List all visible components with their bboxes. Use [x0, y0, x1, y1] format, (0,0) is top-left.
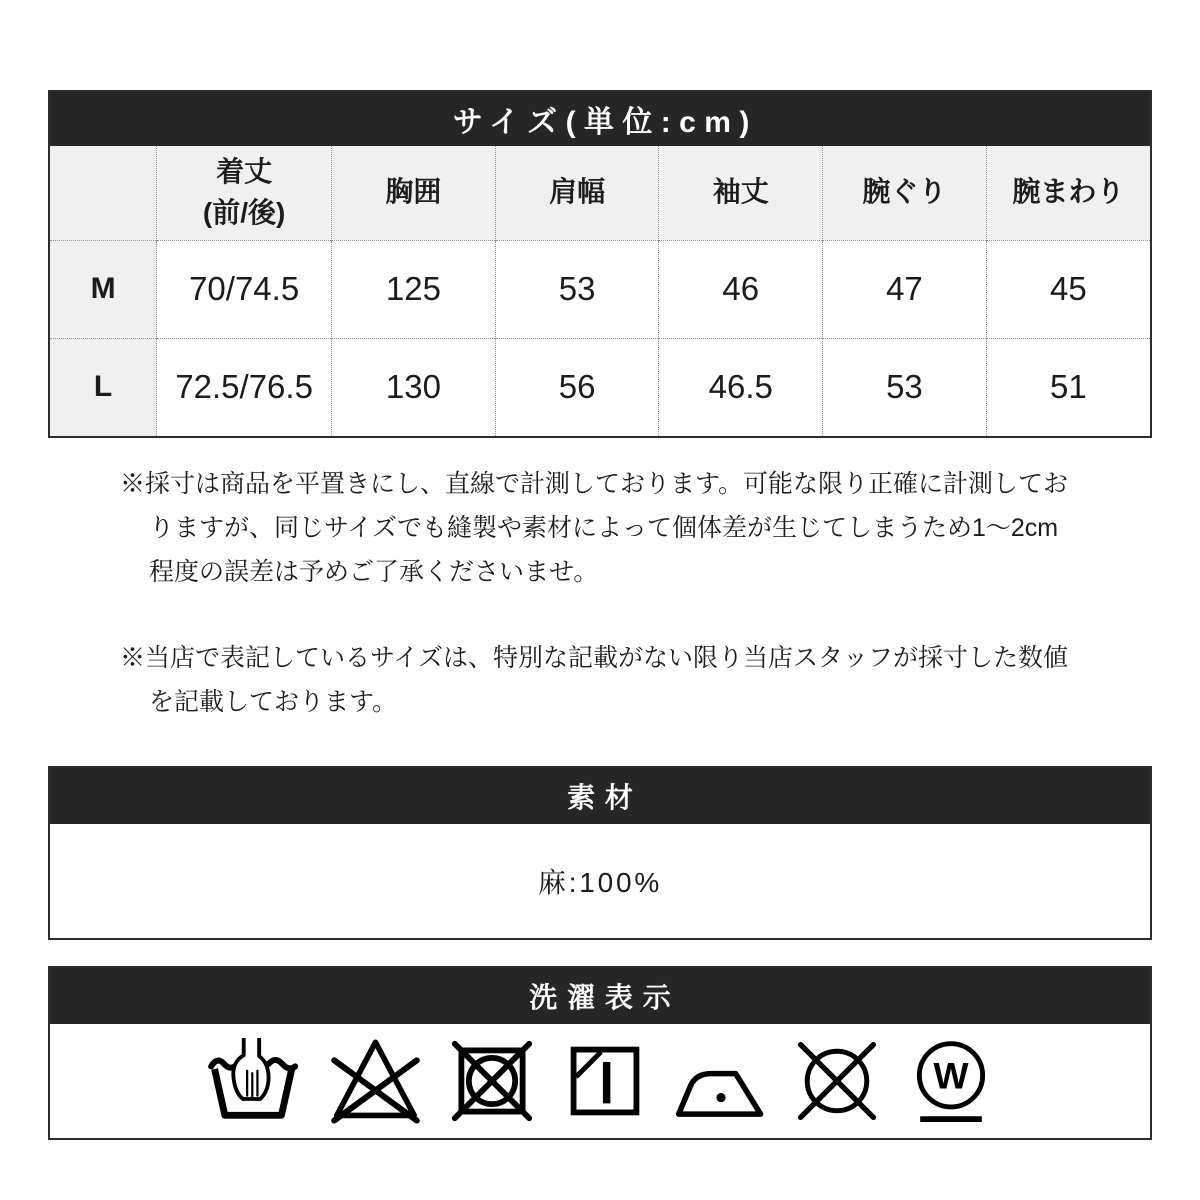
do-not-bleach-icon [329, 1038, 422, 1124]
row-label: M [50, 240, 157, 338]
size-table-header-row [50, 146, 1150, 240]
measurement-notes [48, 438, 1152, 724]
measurement-note-1: ※採寸は商品を平置きにし、直線で計測しております。可能な限り正確に計測しておりますが、同じサイズでも縫製や素材によって個体差が生じてしまうため1〜2cm程度の誤差は予めご了承くださいませ。 [120, 470, 1069, 586]
row-label: L [50, 338, 157, 436]
size-value: 47 [823, 240, 987, 338]
size-value: 130 [332, 338, 496, 436]
corner-cell [50, 146, 157, 240]
table-row-size-m [50, 240, 1150, 338]
material-title-bar [50, 768, 1150, 824]
column-header-label: 着丈 [216, 156, 273, 188]
column-header-chest: 胸囲 [332, 146, 496, 240]
size-value: 72.5/76.5 [157, 338, 332, 436]
hand-wash-icon [206, 1038, 302, 1124]
iron-low-heat-icon [675, 1038, 767, 1124]
material-body [50, 824, 1150, 938]
size-value: 51 [986, 338, 1150, 436]
size-title-bar [50, 92, 1150, 146]
column-header-armhole: 腕ぐり [823, 146, 987, 240]
size-table [50, 146, 1150, 436]
care-icons-row [50, 1024, 1150, 1138]
size-value: 45 [986, 240, 1150, 338]
material-value: 麻:100% [537, 867, 663, 898]
do-not-dry-clean-icon [794, 1038, 880, 1124]
size-value: 53 [823, 338, 987, 436]
size-value: 53 [495, 240, 659, 338]
wet-clean-gentle-icon [907, 1038, 995, 1124]
column-header-sleeve: 袖丈 [659, 146, 823, 240]
measurement-note-2: ※当店で表記しているサイズは、特別な記載がない限り当店スタッフが採寸した数値を記載しております。 [120, 644, 1069, 716]
do-not-tumble-dry-icon [449, 1038, 535, 1124]
care-title: 洗濯表示 [529, 982, 681, 1013]
column-header-sublabel: (前/後) [202, 196, 286, 228]
care-section [48, 966, 1152, 1140]
line-dry-in-shade-icon [562, 1038, 648, 1124]
material-title: 素材 [567, 782, 643, 813]
material-section [48, 766, 1152, 940]
size-value: 56 [495, 338, 659, 436]
column-header-body-length [157, 146, 332, 240]
care-title-bar [50, 968, 1150, 1024]
size-value: 70/74.5 [157, 240, 332, 338]
size-value: 125 [332, 240, 496, 338]
size-title: サイズ(単位:cm) [452, 106, 758, 139]
column-header-shoulder: 肩幅 [495, 146, 659, 240]
size-section [48, 90, 1152, 438]
size-value: 46 [659, 240, 823, 338]
column-header-arm-width: 腕まわり [986, 146, 1150, 240]
table-row-size-l [50, 338, 1150, 436]
svg-text:W: W [932, 1054, 969, 1097]
size-value: 46.5 [659, 338, 823, 436]
